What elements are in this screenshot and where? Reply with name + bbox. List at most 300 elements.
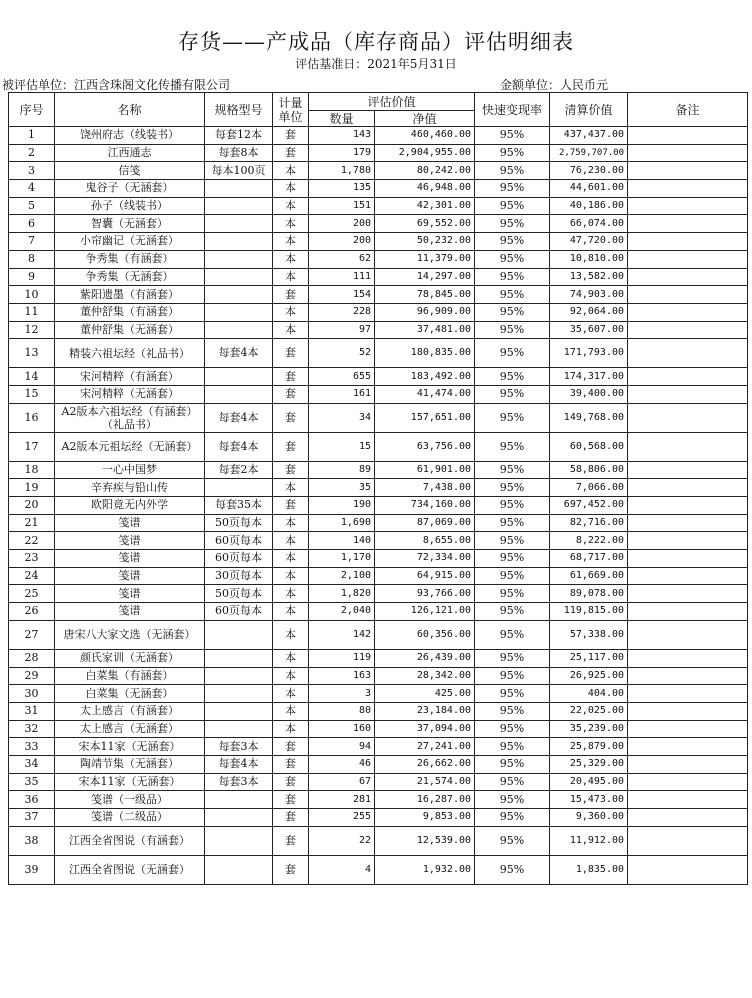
table-row xyxy=(9,233,748,251)
cell-net: 126,121.00 xyxy=(375,603,475,621)
cell-qty: 1,690 xyxy=(309,514,375,532)
cell-qty: 200 xyxy=(309,233,375,251)
cell-net: 11,379.00 xyxy=(375,250,475,268)
cell-unit: 套 xyxy=(273,339,309,368)
table-row xyxy=(9,162,748,180)
cell-name: 陶靖节集（无涵套） xyxy=(55,755,205,773)
cell-liq: 68,717.00 xyxy=(550,550,628,568)
cell-note xyxy=(628,514,748,532)
cell-seq: 25 xyxy=(9,585,55,603)
cell-spec: 每套4本 xyxy=(205,339,273,368)
cell-spec xyxy=(205,215,273,233)
table-row xyxy=(9,738,748,756)
cell-spec xyxy=(205,180,273,198)
table-row xyxy=(9,497,748,515)
cell-spec: 每套4本 xyxy=(205,755,273,773)
cell-unit: 套 xyxy=(273,826,309,855)
cell-unit: 本 xyxy=(273,197,309,215)
cell-seq: 20 xyxy=(9,497,55,515)
cell-qty: 80 xyxy=(309,702,375,720)
cell-note xyxy=(628,738,748,756)
cell-rate: 95% xyxy=(475,720,550,738)
cell-spec xyxy=(205,250,273,268)
cell-net: 460,460.00 xyxy=(375,127,475,145)
table-row xyxy=(9,403,748,432)
cell-seq: 26 xyxy=(9,603,55,621)
cell-qty: 161 xyxy=(309,385,375,403)
table-row xyxy=(9,702,748,720)
cell-seq: 6 xyxy=(9,215,55,233)
cell-liq: 25,329.00 xyxy=(550,755,628,773)
table-row xyxy=(9,514,748,532)
cell-note xyxy=(628,667,748,685)
cell-net: 180,835.00 xyxy=(375,339,475,368)
header-name: 名称 xyxy=(55,93,205,127)
cell-unit: 套 xyxy=(273,144,309,162)
cell-unit: 套 xyxy=(273,791,309,809)
cell-seq: 32 xyxy=(9,720,55,738)
cell-rate: 95% xyxy=(475,286,550,304)
table-row xyxy=(9,550,748,568)
cell-net: 9,853.00 xyxy=(375,809,475,827)
header-liq: 清算价值 xyxy=(550,93,628,127)
cell-seq: 9 xyxy=(9,268,55,286)
cell-name: 争秀集（无涵套） xyxy=(55,268,205,286)
cell-liq: 22,025.00 xyxy=(550,702,628,720)
cell-unit: 本 xyxy=(273,720,309,738)
cell-rate: 95% xyxy=(475,250,550,268)
cell-qty: 15 xyxy=(309,432,375,461)
cell-qty: 142 xyxy=(309,620,375,649)
cell-name: 白菜集（有涵套） xyxy=(55,667,205,685)
cell-rate: 95% xyxy=(475,567,550,585)
cell-seq: 18 xyxy=(9,461,55,479)
cell-name: 董仲舒集（无涵套） xyxy=(55,321,205,339)
cell-net: 425.00 xyxy=(375,685,475,703)
cell-name: 紫阳遗墨（有涵套） xyxy=(55,286,205,304)
cell-rate: 95% xyxy=(475,432,550,461)
currency-unit: 金额单位：人民币元 xyxy=(500,78,609,92)
cell-note xyxy=(628,403,748,432)
cell-seq: 12 xyxy=(9,321,55,339)
cell-net: 64,915.00 xyxy=(375,567,475,585)
cell-seq: 17 xyxy=(9,432,55,461)
cell-liq: 82,716.00 xyxy=(550,514,628,532)
cell-note xyxy=(628,702,748,720)
cell-note xyxy=(628,215,748,233)
cell-note xyxy=(628,567,748,585)
cell-note xyxy=(628,303,748,321)
cell-name: 笺谱 xyxy=(55,514,205,532)
table-row xyxy=(9,432,748,461)
cell-qty: 143 xyxy=(309,127,375,145)
cell-unit: 本 xyxy=(273,268,309,286)
cell-rate: 95% xyxy=(475,667,550,685)
cell-spec: 每套35本 xyxy=(205,497,273,515)
cell-seq: 36 xyxy=(9,791,55,809)
cell-qty: 200 xyxy=(309,215,375,233)
cell-note xyxy=(628,550,748,568)
cell-name: 太上感言（有涵套） xyxy=(55,702,205,720)
cell-spec xyxy=(205,720,273,738)
cell-qty: 179 xyxy=(309,144,375,162)
cell-note xyxy=(628,461,748,479)
table-row xyxy=(9,385,748,403)
table-row xyxy=(9,585,748,603)
cell-unit: 本 xyxy=(273,685,309,703)
cell-net: 93,766.00 xyxy=(375,585,475,603)
cell-qty: 228 xyxy=(309,303,375,321)
cell-unit: 本 xyxy=(273,250,309,268)
cell-name: 董仲舒集（有涵套） xyxy=(55,303,205,321)
cell-unit: 套 xyxy=(273,809,309,827)
cell-liq: 697,452.00 xyxy=(550,497,628,515)
cell-qty: 46 xyxy=(309,755,375,773)
cell-note xyxy=(628,144,748,162)
cell-seq: 19 xyxy=(9,479,55,497)
cell-seq: 22 xyxy=(9,532,55,550)
cell-seq: 35 xyxy=(9,773,55,791)
cell-net: 183,492.00 xyxy=(375,368,475,386)
cell-rate: 95% xyxy=(475,268,550,286)
cell-spec xyxy=(205,479,273,497)
cell-qty: 135 xyxy=(309,180,375,198)
cell-rate: 95% xyxy=(475,385,550,403)
cell-seq: 30 xyxy=(9,685,55,703)
cell-seq: 31 xyxy=(9,702,55,720)
header-qty: 数量 xyxy=(309,111,375,127)
cell-note xyxy=(628,368,748,386)
cell-spec: 每套3本 xyxy=(205,773,273,791)
cell-net: 27,241.00 xyxy=(375,738,475,756)
cell-seq: 27 xyxy=(9,620,55,649)
cell-net: 23,184.00 xyxy=(375,702,475,720)
cell-qty: 89 xyxy=(309,461,375,479)
cell-liq: 58,806.00 xyxy=(550,461,628,479)
table-row xyxy=(9,685,748,703)
cell-qty: 111 xyxy=(309,268,375,286)
cell-qty: 140 xyxy=(309,532,375,550)
cell-unit: 套 xyxy=(273,773,309,791)
cell-liq: 57,338.00 xyxy=(550,620,628,649)
cell-unit: 套 xyxy=(273,755,309,773)
cell-rate: 95% xyxy=(475,233,550,251)
cell-net: 8,655.00 xyxy=(375,532,475,550)
cell-name: 笺谱 xyxy=(55,532,205,550)
cell-seq: 15 xyxy=(9,385,55,403)
cell-unit: 本 xyxy=(273,514,309,532)
cell-rate: 95% xyxy=(475,855,550,884)
cell-net: 16,287.00 xyxy=(375,791,475,809)
cell-net: 61,901.00 xyxy=(375,461,475,479)
cell-rate: 95% xyxy=(475,368,550,386)
cell-unit: 本 xyxy=(273,585,309,603)
table-row xyxy=(9,303,748,321)
table-row xyxy=(9,532,748,550)
cell-rate: 95% xyxy=(475,321,550,339)
cell-unit: 套 xyxy=(273,403,309,432)
cell-spec: 每本100页 xyxy=(205,162,273,180)
cell-net: 46,948.00 xyxy=(375,180,475,198)
cell-spec xyxy=(205,826,273,855)
cell-net: 78,845.00 xyxy=(375,286,475,304)
cell-spec xyxy=(205,197,273,215)
cell-unit: 套 xyxy=(273,385,309,403)
table-row xyxy=(9,144,748,162)
cell-name: 笺谱（二级品） xyxy=(55,809,205,827)
cell-name: 笺谱（一级品） xyxy=(55,791,205,809)
cell-liq: 13,582.00 xyxy=(550,268,628,286)
cell-qty: 281 xyxy=(309,791,375,809)
cell-name: A2版本元祖坛经（无涵套） xyxy=(55,432,205,461)
header-unit: 计量单位 xyxy=(273,93,309,127)
cell-net: 28,342.00 xyxy=(375,667,475,685)
cell-net: 1,932.00 xyxy=(375,855,475,884)
cell-rate: 95% xyxy=(475,403,550,432)
cell-unit: 套 xyxy=(273,497,309,515)
cell-qty: 190 xyxy=(309,497,375,515)
cell-name: 鬼谷子（无涵套） xyxy=(55,180,205,198)
cell-note xyxy=(628,497,748,515)
cell-spec: 60页每本 xyxy=(205,550,273,568)
cell-spec: 每套3本 xyxy=(205,738,273,756)
cell-name: 白菜集（无涵套） xyxy=(55,685,205,703)
cell-net: 80,242.00 xyxy=(375,162,475,180)
cell-seq: 23 xyxy=(9,550,55,568)
cell-qty: 655 xyxy=(309,368,375,386)
cell-liq: 25,117.00 xyxy=(550,649,628,667)
cell-name: 小帘幽记（无涵套） xyxy=(55,233,205,251)
cell-unit: 本 xyxy=(273,162,309,180)
table-row xyxy=(9,461,748,479)
cell-qty: 1,780 xyxy=(309,162,375,180)
header-note: 备注 xyxy=(628,93,748,127)
cell-spec xyxy=(205,685,273,703)
valuation-date: 评估基准日：2021年5月31日 xyxy=(295,57,457,71)
cell-unit: 本 xyxy=(273,550,309,568)
table-row xyxy=(9,720,748,738)
cell-name: 太上感言（无涵套） xyxy=(55,720,205,738)
cell-qty: 35 xyxy=(309,479,375,497)
table-row xyxy=(9,250,748,268)
cell-name: 信笺 xyxy=(55,162,205,180)
cell-rate: 95% xyxy=(475,197,550,215)
cell-name: 江西全省图说（无涵套） xyxy=(55,855,205,884)
cell-seq: 4 xyxy=(9,180,55,198)
cell-note xyxy=(628,649,748,667)
cell-unit: 套 xyxy=(273,368,309,386)
cell-spec xyxy=(205,233,273,251)
table-row xyxy=(9,567,748,585)
cell-seq: 34 xyxy=(9,755,55,773)
cell-note xyxy=(628,773,748,791)
table-row xyxy=(9,197,748,215)
cell-name: 智囊（无涵套） xyxy=(55,215,205,233)
cell-unit: 本 xyxy=(273,303,309,321)
cell-liq: 60,568.00 xyxy=(550,432,628,461)
cell-seq: 39 xyxy=(9,855,55,884)
cell-spec xyxy=(205,368,273,386)
cell-spec: 50页每本 xyxy=(205,585,273,603)
cell-qty: 255 xyxy=(309,809,375,827)
table-row xyxy=(9,667,748,685)
cell-note xyxy=(628,286,748,304)
cell-seq: 37 xyxy=(9,809,55,827)
cell-spec xyxy=(205,303,273,321)
cell-spec xyxy=(205,268,273,286)
cell-spec: 每套4本 xyxy=(205,403,273,432)
cell-net: 41,474.00 xyxy=(375,385,475,403)
table-row xyxy=(9,180,748,198)
cell-seq: 10 xyxy=(9,286,55,304)
cell-spec xyxy=(205,286,273,304)
cell-liq: 7,066.00 xyxy=(550,479,628,497)
cell-spec: 每套2本 xyxy=(205,461,273,479)
cell-unit: 本 xyxy=(273,479,309,497)
cell-note xyxy=(628,432,748,461)
cell-name: 辛弃疾与铅山传 xyxy=(55,479,205,497)
cell-seq: 7 xyxy=(9,233,55,251)
cell-liq: 76,230.00 xyxy=(550,162,628,180)
cell-qty: 2,100 xyxy=(309,567,375,585)
cell-net: 63,756.00 xyxy=(375,432,475,461)
cell-name: 江西通志 xyxy=(55,144,205,162)
table-row xyxy=(9,215,748,233)
cell-unit: 套 xyxy=(273,286,309,304)
cell-name: 宋本11家（无涵套） xyxy=(55,738,205,756)
cell-rate: 95% xyxy=(475,738,550,756)
cell-unit: 本 xyxy=(273,702,309,720)
cell-qty: 160 xyxy=(309,720,375,738)
cell-liq: 11,912.00 xyxy=(550,826,628,855)
cell-name: 笺谱 xyxy=(55,567,205,585)
cell-spec xyxy=(205,855,273,884)
cell-note xyxy=(628,268,748,286)
evaluated-entity: 被评估单位：江西含珠阁文化传播有限公司 xyxy=(2,78,231,92)
cell-name: 江西全省图说（有涵套） xyxy=(55,826,205,855)
table-row xyxy=(9,791,748,809)
cell-seq: 1 xyxy=(9,127,55,145)
cell-note xyxy=(628,532,748,550)
cell-qty: 119 xyxy=(309,649,375,667)
cell-name: 争秀集（有涵套） xyxy=(55,250,205,268)
cell-note xyxy=(628,585,748,603)
cell-qty: 3 xyxy=(309,685,375,703)
table-row xyxy=(9,368,748,386)
cell-unit: 本 xyxy=(273,180,309,198)
table-row xyxy=(9,855,748,884)
page-title: 存货——产成品（库存商品）评估明细表 xyxy=(178,30,574,54)
cell-rate: 95% xyxy=(475,215,550,233)
cell-liq: 39,400.00 xyxy=(550,385,628,403)
cell-spec xyxy=(205,791,273,809)
table-row xyxy=(9,603,748,621)
cell-seq: 5 xyxy=(9,197,55,215)
cell-rate: 95% xyxy=(475,532,550,550)
header-net: 净值 xyxy=(375,111,475,127)
cell-name: 笺谱 xyxy=(55,603,205,621)
cell-qty: 2,040 xyxy=(309,603,375,621)
cell-note xyxy=(628,620,748,649)
cell-qty: 151 xyxy=(309,197,375,215)
cell-seq: 13 xyxy=(9,339,55,368)
cell-spec: 50页每本 xyxy=(205,514,273,532)
cell-net: 26,439.00 xyxy=(375,649,475,667)
cell-net: 37,481.00 xyxy=(375,321,475,339)
cell-qty: 22 xyxy=(309,826,375,855)
cell-liq: 119,815.00 xyxy=(550,603,628,621)
cell-qty: 97 xyxy=(309,321,375,339)
cell-note xyxy=(628,197,748,215)
cell-liq: 10,810.00 xyxy=(550,250,628,268)
cell-unit: 本 xyxy=(273,603,309,621)
cell-rate: 95% xyxy=(475,514,550,532)
cell-liq: 89,078.00 xyxy=(550,585,628,603)
cell-liq: 25,879.00 xyxy=(550,738,628,756)
cell-spec: 60页每本 xyxy=(205,532,273,550)
cell-seq: 28 xyxy=(9,649,55,667)
cell-qty: 52 xyxy=(309,339,375,368)
cell-note xyxy=(628,250,748,268)
cell-liq: 149,768.00 xyxy=(550,403,628,432)
cell-rate: 95% xyxy=(475,180,550,198)
cell-name: 孙子（线装书） xyxy=(55,197,205,215)
cell-rate: 95% xyxy=(475,162,550,180)
cell-rate: 95% xyxy=(475,603,550,621)
cell-qty: 94 xyxy=(309,738,375,756)
table-row xyxy=(9,649,748,667)
cell-seq: 11 xyxy=(9,303,55,321)
cell-unit: 套 xyxy=(273,855,309,884)
cell-note xyxy=(628,127,748,145)
cell-note xyxy=(628,826,748,855)
cell-net: 72,334.00 xyxy=(375,550,475,568)
cell-qty: 1,820 xyxy=(309,585,375,603)
cell-note xyxy=(628,162,748,180)
cell-unit: 本 xyxy=(273,321,309,339)
cell-rate: 95% xyxy=(475,339,550,368)
cell-name: 宋河精粹（有涵套） xyxy=(55,368,205,386)
cell-net: 42,301.00 xyxy=(375,197,475,215)
cell-liq: 35,607.00 xyxy=(550,321,628,339)
cell-qty: 4 xyxy=(309,855,375,884)
cell-unit: 本 xyxy=(273,620,309,649)
cell-liq: 40,186.00 xyxy=(550,197,628,215)
cell-rate: 95% xyxy=(475,773,550,791)
cell-name: 宋河精粹（无涵套） xyxy=(55,385,205,403)
cell-name: 一心中国梦 xyxy=(55,461,205,479)
cell-spec: 每套12本 xyxy=(205,127,273,145)
cell-rate: 95% xyxy=(475,755,550,773)
cell-spec xyxy=(205,620,273,649)
cell-liq: 404.00 xyxy=(550,685,628,703)
cell-rate: 95% xyxy=(475,461,550,479)
cell-liq: 171,793.00 xyxy=(550,339,628,368)
table-row xyxy=(9,268,748,286)
cell-rate: 95% xyxy=(475,702,550,720)
table-row xyxy=(9,620,748,649)
header-seq: 序号 xyxy=(9,93,55,127)
cell-rate: 95% xyxy=(475,620,550,649)
cell-liq: 61,669.00 xyxy=(550,567,628,585)
cell-net: 37,094.00 xyxy=(375,720,475,738)
cell-spec xyxy=(205,667,273,685)
header-rate: 快速变现率 xyxy=(475,93,550,127)
cell-liq: 437,437.00 xyxy=(550,127,628,145)
cell-rate: 95% xyxy=(475,791,550,809)
cell-qty: 34 xyxy=(309,403,375,432)
cell-unit: 套 xyxy=(273,461,309,479)
